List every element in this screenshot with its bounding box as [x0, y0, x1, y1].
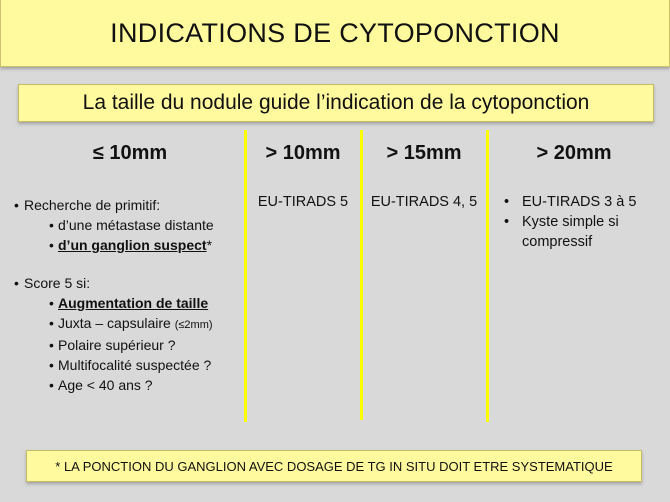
subtitle-text: La taille du nodule guide l’indication de la cytoponction — [82, 91, 590, 114]
subtitle-banner — [18, 84, 654, 122]
column-content-gt20 — [500, 192, 660, 252]
juxta-note: (≤2mm) — [174, 319, 213, 331]
footer-note: * LA PONCTION DU GANGLION AVEC DOSAGE DE TG IN SITU DOIT ETRE SYSTEMATIQUE — [55, 458, 613, 474]
page-title: INDICATIONS DE CYTOPONCTION — [110, 17, 560, 48]
list-item: • Kyste simple si compressif — [500, 212, 660, 252]
list-item — [14, 313, 242, 335]
column-divider-1 — [244, 130, 247, 422]
list-item: • Polaire supérieur ? — [14, 335, 242, 355]
list-item: • EU-TIRADS 3 à 5 — [500, 192, 660, 212]
column-header-gt15: > 15mm — [386, 142, 462, 164]
primitif-intro: • Recherche de primitif: — [14, 195, 242, 215]
column-header-gt20: > 20mm — [536, 142, 612, 164]
ganglion-suspect-text: d’un ganglion suspect — [58, 237, 207, 253]
augmentation-taille-text: Augmentation de taille — [58, 295, 209, 311]
column-content-gt15: EU-TIRADS 4, 5 — [370, 194, 478, 210]
column-divider-2 — [360, 130, 363, 420]
list-item: • Age < 40 ans ? — [14, 375, 242, 395]
juxta-capsulaire-text: Juxta – capsulaire — [58, 315, 171, 331]
footer-note-banner — [26, 450, 642, 482]
list-item: • Multifocalité suspectée ? — [14, 355, 242, 375]
column-content-le10 — [14, 195, 242, 395]
list-item — [14, 235, 242, 255]
list-item — [14, 293, 242, 313]
list-item: • d’une métastase distante — [14, 215, 242, 235]
column-header-gt10: > 10mm — [265, 142, 341, 164]
title-banner — [0, 0, 670, 67]
footnote-marker: * — [206, 237, 213, 253]
column-divider-3 — [486, 130, 489, 422]
score-intro: • Score 5 si: — [14, 273, 242, 293]
column-content-gt10: EU-TIRADS 5 — [257, 194, 349, 210]
column-header-le10: ≤ 10mm — [92, 142, 168, 164]
